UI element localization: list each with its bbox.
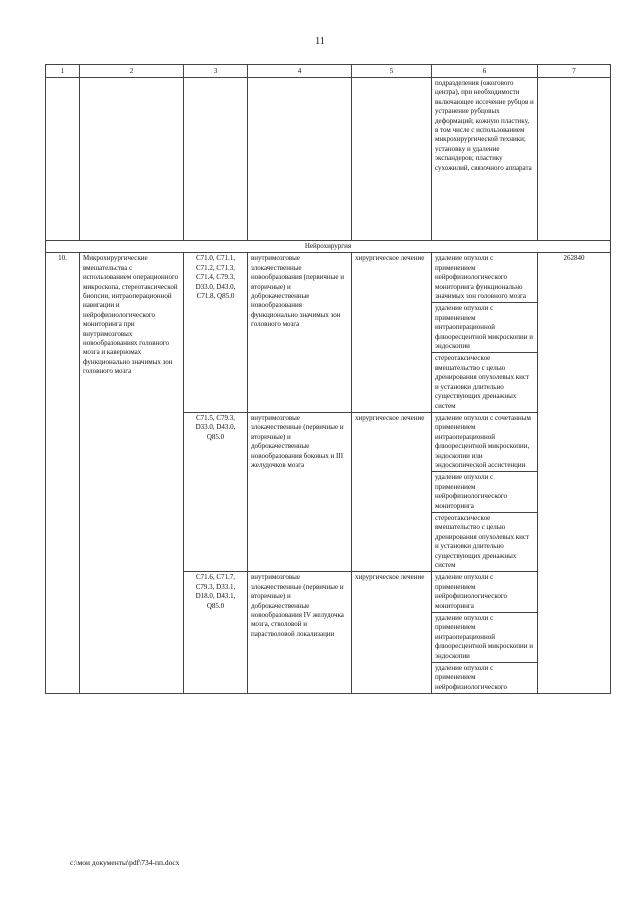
care-type-name: Микрохирургические вмешательства с использованием операционного микроскопа, стереотаксической биопсии, интраоперационной навигации и нейрофизиологического мониторинга при внутримозговых новообразованиях головного мозга и каверномах функционально значимых зон головного мозга <box>80 253 184 694</box>
treatment-method: удаление опухоли с применением нейрофизиологического мониторинга функционально значимых зон головного мозга <box>432 253 538 303</box>
continuation-row <box>46 78 611 241</box>
patient-model: внутримозговые злокачественные (первичные и вторичные) и доброкачественные новообразования IV желудочка мозга, стволовой и парастволовой локализации <box>248 572 352 694</box>
treatment-method: стереотаксическое вмешательство с целью дренирования опухолевых кист и установки длительно существующих дренажных систем <box>432 512 538 571</box>
treatment-type: хирургическое лечение <box>352 253 432 413</box>
col-7-header: 7 <box>538 65 611 78</box>
col-1-header: 1 <box>46 65 80 78</box>
treatment-method: удаление опухоли с применением нейрофизиологического мониторинга <box>432 472 538 513</box>
col-4-header: 4 <box>248 65 352 78</box>
table-row <box>46 253 611 303</box>
section-title: Нейрохирургия <box>46 241 611 253</box>
item-number: 10. <box>46 253 80 694</box>
patient-model: внутримозговые злокачественные новообразования (первичные и вторичные) и доброкачественные новообразования функционально значимых зон головного мозга <box>248 253 352 413</box>
patient-model: внутримозговые злокачественные (первичные и вторичные) и доброкачественные новообразования боковых и III желудочков мозга <box>248 412 352 572</box>
treatment-type: хирургическое лечение <box>352 572 432 694</box>
col-6-header: 6 <box>432 65 538 78</box>
footer-file-path: c:\мои документы\pdf\734-пп.docx <box>70 858 180 867</box>
cost-value: 262840 <box>538 253 611 694</box>
page-number: 11 <box>315 36 325 47</box>
section-row <box>46 241 611 253</box>
treatment-method: стереотаксическое вмешательство с целью дренирования опухолевых кист и установки длительно существующих дренажных систем <box>432 353 538 412</box>
medical-care-table <box>45 64 611 694</box>
treatment-method: удаление опухоли с применением нейрофизиологического <box>432 663 538 694</box>
treatment-method: удаление опухоли с применением нейрофизиологического мониторинга <box>432 572 538 613</box>
col-2-header: 2 <box>80 65 184 78</box>
continued-method-text: подразделения (ожогового центра), при необходимости включающее иссечение рубцов и устранение рубцовых деформаций; кожную пластику, в том числе с использованием микрохирургической техники; установку и удаление экспандеров; пластику сухожилий, связочного аппарата <box>432 78 538 241</box>
col-3-header: 3 <box>184 65 248 78</box>
icd-codes: C71.6, C71.7, C79.3, D33.1, D18.0, D43.1, Q85.0 <box>184 572 248 694</box>
treatment-method: удаление опухоли с применением интраоперационной флюоресцентной микроскопии и эндоскопии <box>432 613 538 663</box>
column-number-row <box>46 65 611 78</box>
icd-codes: C71.0, C71.1, C71.2, C71.3, C71.4, C79.3, D33.0, D43.0, C71.8, Q85.0 <box>184 253 248 413</box>
col-5-header: 5 <box>352 65 432 78</box>
treatment-method: удаление опухоли с сочетанным применением интраоперационной флюоресцентной микроскопии, эндоскопии или эндоскопической ассистенции <box>432 412 538 471</box>
treatment-type: хирургическое лечение <box>352 412 432 572</box>
icd-codes: C71.5, C79.3, D33.0, D43.0, Q85.0 <box>184 412 248 572</box>
treatment-method: удаление опухоли с применением интраоперационной флюоресцентной микроскопии и эндоскопии <box>432 303 538 353</box>
